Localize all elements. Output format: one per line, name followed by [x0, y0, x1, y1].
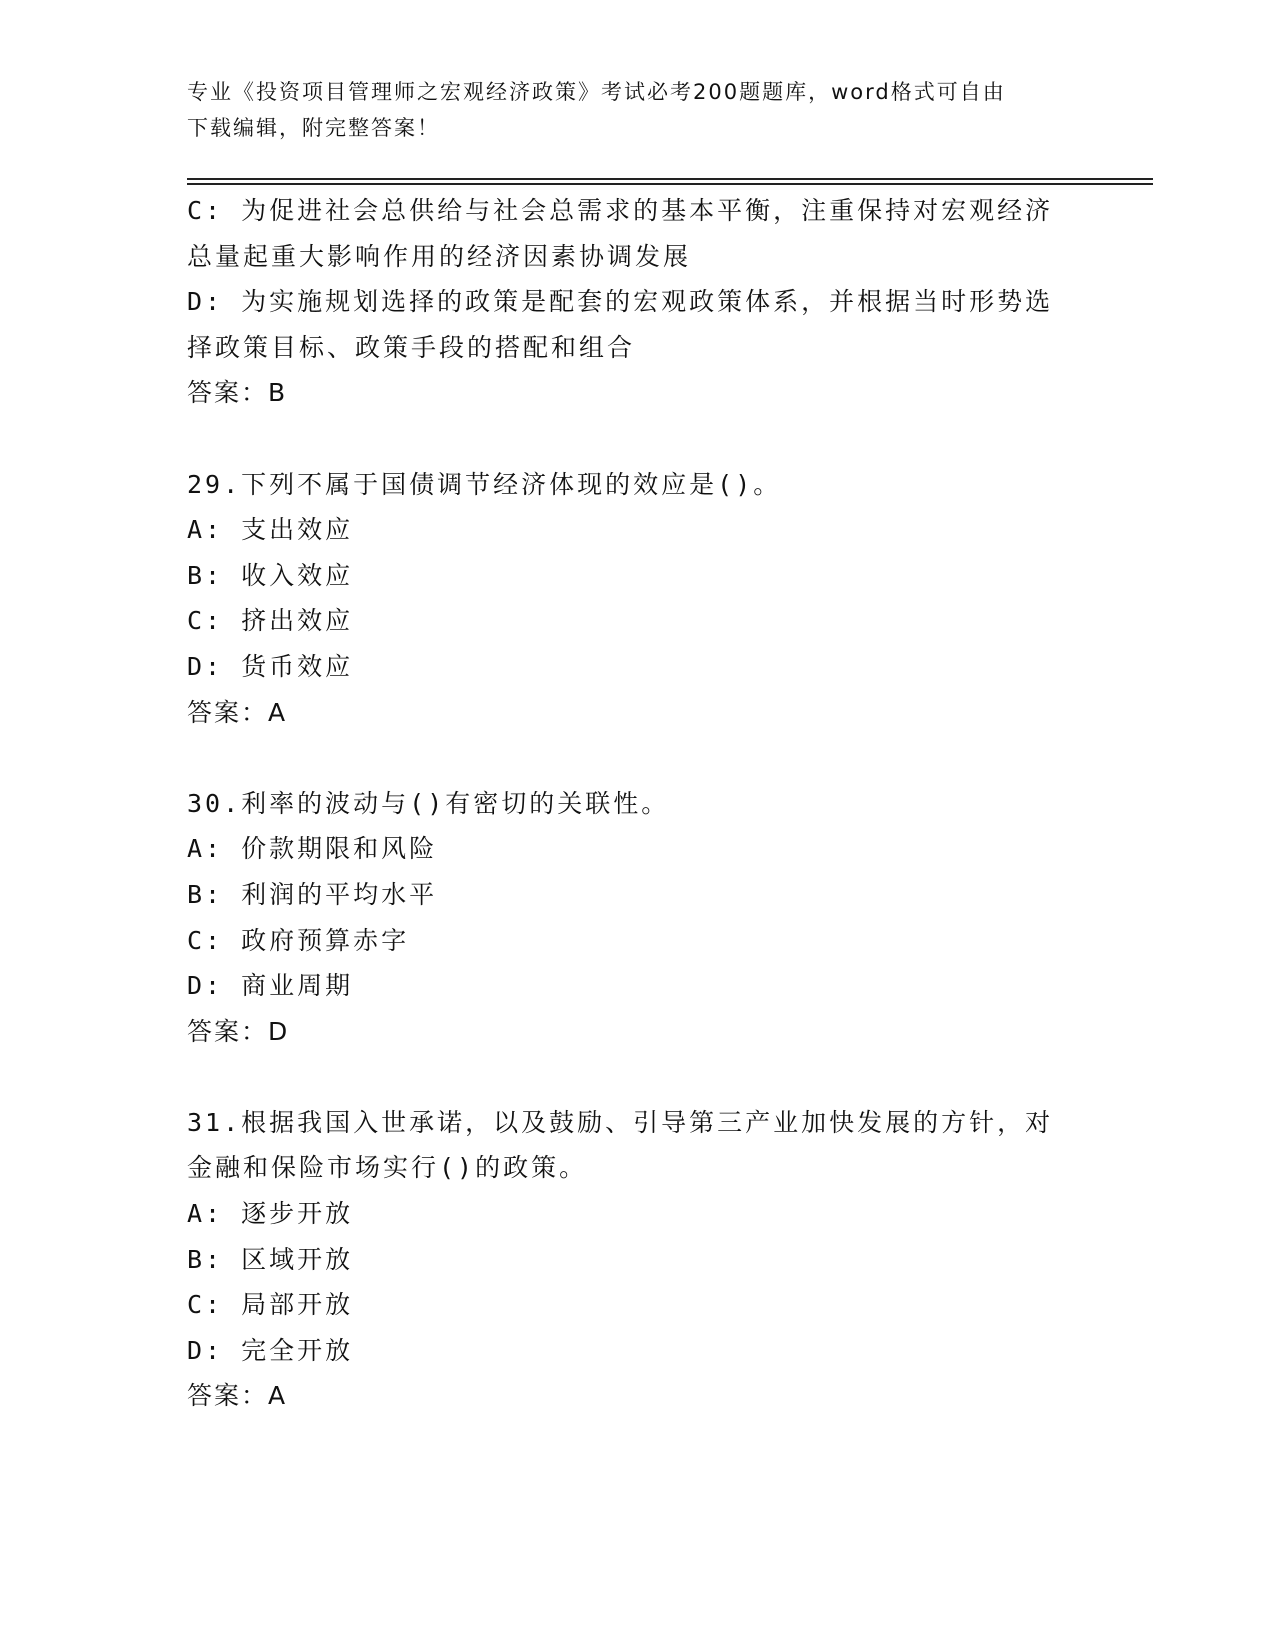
question-31-stem-line2: 金融和保险市场实行()的政策。 — [187, 1153, 588, 1183]
prev-option-c-line1: C: 为促进社会总供给与社会总需求的基本平衡，注重保持对宏观经济 — [187, 196, 1054, 225]
question-31-option-a: A: 逐步开放 — [187, 1199, 354, 1229]
prev-option-d-line2: 择政策目标、政策手段的搭配和组合 — [187, 332, 636, 362]
question-31-stem-line1: 31.根据我国入世承诺，以及鼓励、引导第三产业加快发展的方针，对 — [187, 1107, 1054, 1137]
question-30-option-a: A: 价款期限和风险 — [187, 834, 438, 864]
header-line-2: 下载编辑，附完整答案！ — [187, 116, 440, 140]
question-30-option-c: C: 政府预算赤字 — [187, 925, 410, 955]
question-29-stem: 29.下列不属于国债调节经济体现的效应是()。 — [187, 469, 782, 499]
question-content — [187, 188, 1087, 1419]
question-30-answer: 答案：D — [187, 1016, 290, 1046]
question-31-option-c: C: 局部开放 — [187, 1290, 354, 1320]
question-30-option-d: D: 商业周期 — [187, 971, 354, 1001]
prev-option-d-line1: D: 为实施规划选择的政策是配套的宏观政策体系，并根据当时形势选 — [187, 287, 1054, 317]
question-30-option-b: B: 利润的平均水平 — [187, 879, 438, 909]
prev-option-c-line2: 总量起重大影响作用的经济因素协调发展 — [187, 241, 692, 271]
prev-answer: 答案：B — [187, 378, 288, 408]
question-31-answer: 答案：A — [187, 1381, 288, 1411]
question-29-option-b: B: 收入效应 — [187, 560, 354, 590]
question-31-option-b: B: 区域开放 — [187, 1244, 354, 1274]
header-divider-top — [187, 178, 1153, 180]
document-header — [187, 74, 1067, 146]
question-30-stem: 30.利率的波动与()有密切的关联性。 — [187, 788, 670, 818]
question-31-option-d: D: 完全开放 — [187, 1335, 354, 1365]
spacer — [187, 416, 1087, 462]
spacer — [187, 1054, 1087, 1100]
spacer — [187, 735, 1087, 781]
question-29-option-d: D: 货币效应 — [187, 651, 354, 681]
question-29-option-c: C: 挤出效应 — [187, 606, 354, 636]
question-29-option-a: A: 支出效应 — [187, 515, 354, 545]
header-line-1: 专业《投资项目管理师之宏观经济政策》考试必考200题题库，word格式可自由 — [187, 80, 1006, 104]
question-29-answer: 答案：A — [187, 697, 288, 727]
header-divider-bottom — [187, 183, 1153, 185]
